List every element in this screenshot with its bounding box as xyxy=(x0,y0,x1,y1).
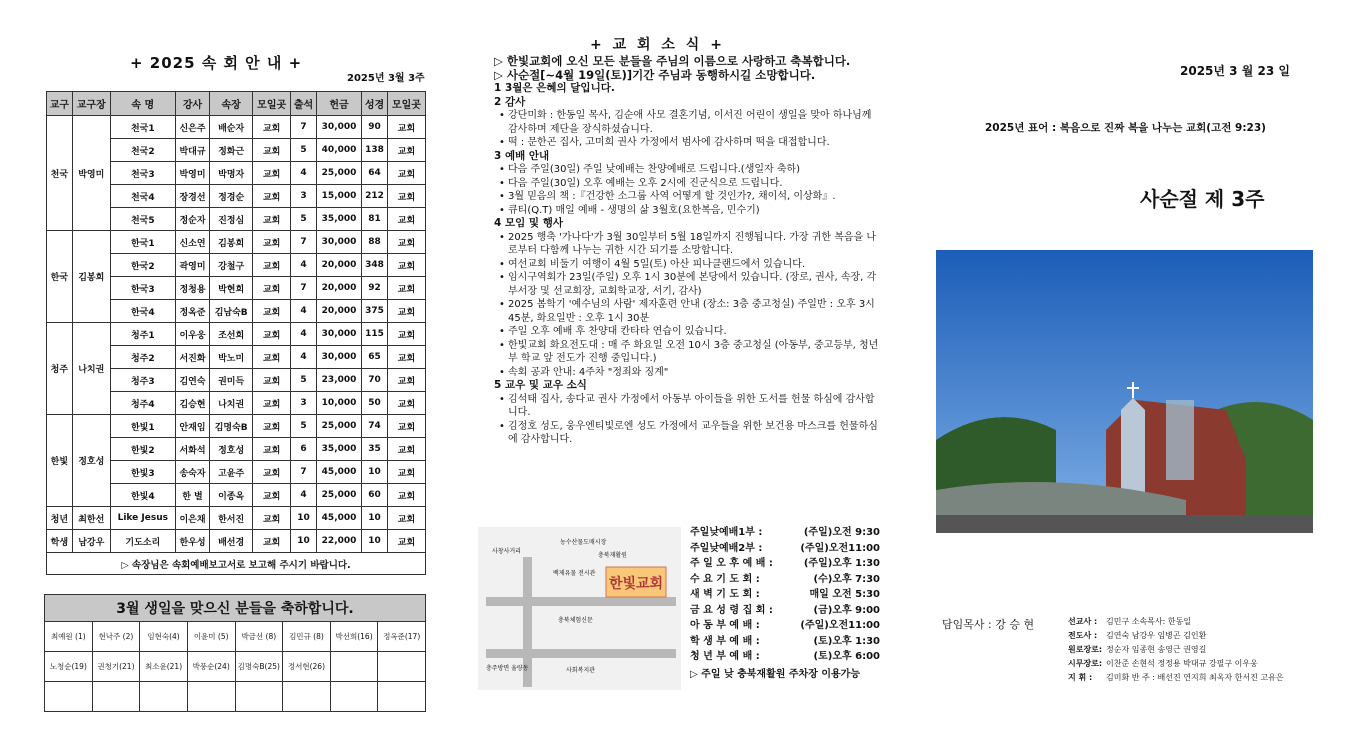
table-cell: 20,000 xyxy=(316,300,361,323)
table-cell: 박현희 xyxy=(210,277,253,300)
map-label-market: 농수산물도매시장 xyxy=(560,539,607,546)
birthday-cell: 박풍순(24) xyxy=(187,652,235,682)
intro-lent: ▷ 사순절[~4월 19일(토)]기간 주님과 동행하시길 소망합니다. xyxy=(494,67,816,82)
table-cell: 15,000 xyxy=(316,185,361,208)
table-cell: 64 xyxy=(362,162,388,185)
senior-pastor: 담임목사 : 강 승 현 xyxy=(942,618,1035,631)
map-label-direction: 충주방면 율량동 xyxy=(486,665,529,672)
table-cell: 청주1 xyxy=(110,323,175,346)
table-cell: 이은채 xyxy=(175,507,209,530)
table-cell: 50 xyxy=(362,392,388,415)
table-cell: 배순자 xyxy=(210,116,253,139)
table-cell: 10 xyxy=(362,507,388,530)
table-cell: 348 xyxy=(362,254,388,277)
table-cell: 25,000 xyxy=(316,162,361,185)
table-cell: 권미득 xyxy=(210,369,253,392)
table-cell: 교회 xyxy=(253,438,291,461)
map-church-label: 한빛교회 xyxy=(608,576,664,592)
birthday-row xyxy=(45,622,426,652)
table-cell: 곽영미 xyxy=(175,254,209,277)
table-cell: 서진화 xyxy=(175,346,209,369)
birthday-cell xyxy=(330,652,378,682)
church-photo xyxy=(936,250,1313,533)
table-cell: 4 xyxy=(291,323,317,346)
report-note: ▷ 속장님은 속회예배보고서로 보고해 주시기 바랍니다. xyxy=(47,553,426,575)
table-cell: 한빛1 xyxy=(110,415,175,438)
table-cell: 4 xyxy=(291,162,317,185)
birthday-cell: 최예원 (1) xyxy=(45,622,93,652)
birthday-cell xyxy=(187,682,235,712)
staff-row xyxy=(1068,643,1284,657)
table-cell: 115 xyxy=(362,323,388,346)
table-cell: 교회 xyxy=(253,300,291,323)
table-cell: 고윤주 xyxy=(210,461,253,484)
table-cell: 45,000 xyxy=(316,507,361,530)
table-cell: 교회 xyxy=(253,116,291,139)
table-row xyxy=(47,530,426,553)
table-cell: 박영미 xyxy=(175,162,209,185)
table-cell: 10,000 xyxy=(316,392,361,415)
table-cell: 35,000 xyxy=(316,438,361,461)
map-label-newspaper: 충북체험신문 xyxy=(558,617,593,624)
lent-week: 사순절 제 3주 xyxy=(1140,187,1265,211)
birthday-row xyxy=(45,652,426,682)
birthday-cell: 정옥준(17) xyxy=(378,622,426,652)
table-cell: 교회 xyxy=(387,461,425,484)
table-cell: 신은주 xyxy=(175,116,209,139)
column-header: 강사 xyxy=(175,92,209,116)
news-item: • 강단미화 : 한동일 목사, 김순애 사모 결혼기념, 이서진 어린이 생일을 맞아 하나님께 감사하며 제단을 장식하셨습니다. xyxy=(494,109,884,136)
table-cell: 한빛2 xyxy=(110,438,175,461)
table-cell: 강철구 xyxy=(210,254,253,277)
table-cell: 92 xyxy=(362,277,388,300)
table-cell: 88 xyxy=(362,231,388,254)
table-cell: 한서진 xyxy=(210,507,253,530)
birthday-cell: 임현숙(4) xyxy=(140,622,188,652)
table-cell: 교회 xyxy=(253,530,291,553)
table-cell: 20,000 xyxy=(316,254,361,277)
table-cell: 청주4 xyxy=(110,392,175,415)
map-label-museum: 백제유물 전시관 xyxy=(553,570,596,577)
news-item: • 김정호 성도, 웅우엔티빛로엔 성도 가정에서 교우들을 위한 보건용 마스크를 헌물하심에 감사합니다. xyxy=(494,420,884,447)
column-header: 모일곳 xyxy=(253,92,291,116)
table-cell: 3 xyxy=(291,392,317,415)
table-cell: 교회 xyxy=(387,116,425,139)
table-cell: 한국2 xyxy=(110,254,175,277)
schedule-time: (주일)오전11:00 xyxy=(800,620,880,631)
table-cell: 25,000 xyxy=(316,484,361,507)
table-cell: 교회 xyxy=(387,139,425,162)
table-cell: 이우웅 xyxy=(175,323,209,346)
birthday-cell: 정서현(26) xyxy=(283,652,331,682)
table-cell: 최한선 xyxy=(72,507,110,530)
staff-label: 전도사 : xyxy=(1068,631,1098,640)
birthday-cell xyxy=(378,652,426,682)
table-row xyxy=(47,507,426,530)
table-cell: 교회 xyxy=(387,438,425,461)
news-item: • 김석태 집사, 송다교 권사 가정에서 아동부 아이들을 위한 도서를 헌물 하심에 감사합니다. xyxy=(494,393,884,420)
table-cell: 박명자 xyxy=(210,162,253,185)
staff-names: 김미화 반 주 : 배선진 연지희 최옥자 한서진 고유은 xyxy=(1106,673,1284,682)
column-header: 교구장 xyxy=(72,92,110,116)
table-cell: 90 xyxy=(362,116,388,139)
schedule-time: (토)오후 6:00 xyxy=(813,651,880,662)
cell-group-date: 2025년 3월 3주 xyxy=(347,73,425,84)
table-cell: 45,000 xyxy=(316,461,361,484)
table-cell: 한국1 xyxy=(110,231,175,254)
news-body xyxy=(494,55,884,447)
schedule-name: 학 생 부 예 배 : xyxy=(690,635,760,647)
news-item: • 다음 주일(30일) 오후 예배는 오후 2시에 진군식으로 드립니다. xyxy=(494,177,884,191)
section-5: 5 교우 및 교우 소식 xyxy=(494,379,587,391)
birthday-cell xyxy=(330,682,378,712)
table-cell: 교회 xyxy=(253,139,291,162)
staff-row xyxy=(1068,657,1284,671)
schedule-time: (주일)오전11:00 xyxy=(800,542,880,554)
table-cell: 한 별 xyxy=(175,484,209,507)
district-leader-cell: 나치권 xyxy=(72,323,110,415)
table-cell: 교회 xyxy=(253,484,291,507)
column-header: 헌금 xyxy=(316,92,361,116)
table-cell: 정순자 xyxy=(175,208,209,231)
table-cell: 22,000 xyxy=(316,530,361,553)
table-cell: 30,000 xyxy=(316,116,361,139)
worship-schedule xyxy=(690,525,880,682)
table-cell: 한빛3 xyxy=(110,461,175,484)
birthday-cell xyxy=(92,682,140,712)
table-cell: 교회 xyxy=(387,185,425,208)
column-header: 출석 xyxy=(291,92,317,116)
birthday-cell: 노청순(19) xyxy=(45,652,93,682)
table-cell: 천국5 xyxy=(110,208,175,231)
news-item: • 속회 공과 안내: 4주차 "정죄와 징계" xyxy=(494,366,884,380)
table-cell: 교회 xyxy=(387,369,425,392)
table-cell: 송숙자 xyxy=(175,461,209,484)
birthday-cell: 김민규 (8) xyxy=(283,622,331,652)
table-cell: 25,000 xyxy=(316,415,361,438)
table-cell: 김명숙B xyxy=(210,415,253,438)
birthday-table xyxy=(44,594,426,712)
news-item: • 떡 : 문한곤 집사, 고미희 권사 가정에서 범사에 감사하며 떡을 대접합니다. xyxy=(494,136,884,150)
table-cell: 7 xyxy=(291,231,317,254)
table-cell: 남강우 xyxy=(72,530,110,553)
table-cell: 교회 xyxy=(387,323,425,346)
staff-names: 김민구 소속목사: 한동일 xyxy=(1106,617,1192,626)
section-1: 1 3월은 은혜의 달입니다. xyxy=(494,82,615,94)
table-cell: 한빛4 xyxy=(110,484,175,507)
table-cell: 청주2 xyxy=(110,346,175,369)
birthday-cell xyxy=(140,682,188,712)
table-row xyxy=(47,231,426,254)
staff-names: 정순자 임종현 송영근 권영길 xyxy=(1106,645,1207,654)
table-cell: 30,000 xyxy=(316,323,361,346)
district-leader-cell: 박영미 xyxy=(72,116,110,231)
news-item: • 임시구역회가 23일(주일) 오후 1시 30분에 본당에서 있습니다. (장로, 권사, 속장, 각 부서장 및 선교회장, 교회학교장, 서기, 감사) xyxy=(494,271,884,298)
church-map xyxy=(478,527,681,690)
table-cell: 5 xyxy=(291,415,317,438)
schedule-name: 금 요 성 령 집 회 : xyxy=(690,604,773,616)
district-cell: 한빛 xyxy=(47,415,73,507)
table-cell: 4 xyxy=(291,484,317,507)
schedule-time: (금)오후 9:00 xyxy=(813,604,880,616)
table-cell: 212 xyxy=(362,185,388,208)
parking-note: ▷ 주일 낮 충북재활원 주차장 이용가능 xyxy=(690,668,860,680)
table-cell: 4 xyxy=(291,300,317,323)
table-cell: 교회 xyxy=(387,530,425,553)
note-row xyxy=(47,553,426,575)
table-cell: 청년 xyxy=(47,507,73,530)
table-cell: 교회 xyxy=(387,162,425,185)
birthday-cell: 김명숙B(25) xyxy=(235,652,283,682)
schedule-row xyxy=(690,556,880,572)
birthday-cell: 박금선 (8) xyxy=(235,622,283,652)
table-cell: 10 xyxy=(291,507,317,530)
table-cell: 교회 xyxy=(387,507,425,530)
table-cell: 10 xyxy=(362,530,388,553)
staff-row xyxy=(1068,671,1284,685)
table-row xyxy=(47,323,426,346)
table-cell: 청주3 xyxy=(110,369,175,392)
schedule-row xyxy=(690,618,880,634)
birthday-cell: 이윤미 (5) xyxy=(187,622,235,652)
news-item: • 2025 봄학기 '예수님의 사람' 제자훈련 안내 (장소: 3층 중고청실) 주일반 : 오후 3시 45분, 화요일반 : 오후 1시 30분 xyxy=(494,298,884,325)
bulletin-date: 2025년 3 월 23 일 xyxy=(1180,64,1290,78)
table-cell: 김남숙B xyxy=(210,300,253,323)
table-cell: 진정심 xyxy=(210,208,253,231)
table-cell: 81 xyxy=(362,208,388,231)
table-cell: 7 xyxy=(291,461,317,484)
map-label-rehab: 충북재활원 xyxy=(598,552,627,559)
news-item: • 주일 오후 예배 후 찬양대 칸타타 연습이 있습니다. xyxy=(494,325,884,339)
table-cell: 정옥준 xyxy=(175,300,209,323)
table-cell: 천국3 xyxy=(110,162,175,185)
table-cell: 4 xyxy=(291,254,317,277)
table-cell: 교회 xyxy=(253,254,291,277)
district-leader-cell: 김봉희 xyxy=(72,231,110,323)
birthday-cell xyxy=(45,682,93,712)
table-cell: 김승현 xyxy=(175,392,209,415)
column-header: 교구 xyxy=(47,92,73,116)
table-cell: 3 xyxy=(291,185,317,208)
table-cell: 정경순 xyxy=(210,185,253,208)
staff-names: 이찬준 손현석 정정용 박대규 강필구 이우웅 xyxy=(1106,659,1258,668)
table-cell: 교회 xyxy=(253,162,291,185)
table-cell: 김연숙 xyxy=(175,369,209,392)
schedule-row xyxy=(690,541,880,557)
table-cell: 기도소리 xyxy=(110,530,175,553)
map-label-welfare: 사회복지관 xyxy=(566,667,595,674)
staff-label: 선교사 : xyxy=(1068,617,1098,626)
schedule-name: 아 동 부 예 배 : xyxy=(690,620,760,631)
schedule-row xyxy=(690,587,880,603)
column-header: 모일곳 xyxy=(387,92,425,116)
table-cell: 교회 xyxy=(253,392,291,415)
intro-welcome: ▷ 한빛교회에 오신 모든 분들을 주님의 이름으로 사랑하고 축복합니다. xyxy=(494,54,851,68)
table-cell: 교회 xyxy=(253,346,291,369)
table-cell: 천국1 xyxy=(110,116,175,139)
map-label-sachang: 사창사거리 xyxy=(492,548,521,555)
district-cell: 한국 xyxy=(47,231,73,323)
table-cell: 한우성 xyxy=(175,530,209,553)
schedule-name: 주 일 오 후 예 배 : xyxy=(690,558,773,569)
table-cell: 천국2 xyxy=(110,139,175,162)
table-cell: 교회 xyxy=(253,507,291,530)
table-cell: 70 xyxy=(362,369,388,392)
table-cell: 375 xyxy=(362,300,388,323)
schedule-name: 주일낮예배2부 : xyxy=(690,542,763,554)
schedule-time: 매일 오전 5:30 xyxy=(809,589,880,600)
table-cell: 김봉희 xyxy=(210,231,253,254)
table-cell: 교회 xyxy=(253,185,291,208)
table-cell: 교회 xyxy=(387,277,425,300)
table-cell: 교회 xyxy=(387,254,425,277)
district-leader-cell: 정호성 xyxy=(72,415,110,507)
table-cell: 교회 xyxy=(253,461,291,484)
schedule-name: 새 벽 기 도 회 : xyxy=(690,589,760,600)
schedule-name: 청 년 부 예 배 : xyxy=(690,651,760,662)
table-cell: 교회 xyxy=(253,415,291,438)
schedule-time: (토)오후 1:30 xyxy=(813,635,880,647)
birthday-cell xyxy=(235,682,283,712)
table-cell: 서화석 xyxy=(175,438,209,461)
table-cell: 7 xyxy=(291,116,317,139)
table-cell: 천국4 xyxy=(110,185,175,208)
staff-label: 원로장로: xyxy=(1068,645,1103,654)
table-cell: 이종옥 xyxy=(210,484,253,507)
table-cell: 35 xyxy=(362,438,388,461)
news-title: + 교 회 소 식 + xyxy=(590,37,725,53)
table-cell: 교회 xyxy=(387,208,425,231)
table-cell: 신소연 xyxy=(175,231,209,254)
staff-label: 지 휘 : xyxy=(1068,673,1093,682)
table-cell: 65 xyxy=(362,346,388,369)
news-item: • 다음 주일(30일) 주일 낮예배는 찬양예배로 드립니다.(생일자 축하) xyxy=(494,163,884,177)
birthday-cell: 박선희(16) xyxy=(330,622,378,652)
table-cell: 정호성 xyxy=(210,438,253,461)
news-item: • 큐티(Q.T) 매일 예배 - 생명의 삶 3월호(요한복음, 민수기) xyxy=(494,204,884,218)
cell-group-table xyxy=(46,91,426,575)
table-cell: 교회 xyxy=(253,323,291,346)
table-cell: 박대규 xyxy=(175,139,209,162)
table-cell: 조선희 xyxy=(210,323,253,346)
birthday-row xyxy=(45,682,426,712)
schedule-row xyxy=(690,525,880,541)
district-cell: 청주 xyxy=(47,323,73,415)
table-cell: 교회 xyxy=(387,415,425,438)
table-cell: 교회 xyxy=(387,300,425,323)
section-2: 2 감사 xyxy=(494,95,526,108)
table-cell: 23,000 xyxy=(316,369,361,392)
table-cell: 나치권 xyxy=(210,392,253,415)
table-cell: 138 xyxy=(362,139,388,162)
table-cell: 10 xyxy=(291,530,317,553)
table-cell: 30,000 xyxy=(316,231,361,254)
birthday-cell xyxy=(283,682,331,712)
table-cell: 6 xyxy=(291,438,317,461)
news-item: • 2025 행축 '가나다'가 3월 30일부터 5월 18일까지 진행됩니다. 가장 귀한 복음을 나로부터 다함께 나누는 귀한 시간 되기를 소망합니다. xyxy=(494,231,884,258)
table-cell: 74 xyxy=(362,415,388,438)
section-4: 4 모임 및 행사 xyxy=(494,217,563,229)
birthday-cell xyxy=(378,682,426,712)
news-item: • 한빛교회 화요전도대 : 매 주 화요일 오전 10시 3층 중고청실 (아동부, 중고등부, 청년부 학교 앞 전도가 진행 중입니다.) xyxy=(494,339,884,366)
table-cell: 60 xyxy=(362,484,388,507)
schedule-name: 수 요 기 도 회 : xyxy=(690,573,760,585)
table-cell: 5 xyxy=(291,208,317,231)
table-cell: 교회 xyxy=(387,231,425,254)
cell-group-title: + 2025 속 회 안 내 + xyxy=(130,54,303,72)
table-cell: 4 xyxy=(291,346,317,369)
table-row xyxy=(47,415,426,438)
table-cell: 박노미 xyxy=(210,346,253,369)
birthday-title: 3월 생일을 맞으신 분들을 축하합니다. xyxy=(45,595,426,622)
table-cell: 교회 xyxy=(387,484,425,507)
column-header: 속 명 xyxy=(110,92,175,116)
table-cell: 교회 xyxy=(253,277,291,300)
schedule-row xyxy=(690,603,880,619)
table-row xyxy=(47,116,426,139)
schedule-time: (수)오후 7:30 xyxy=(813,573,880,585)
table-cell: 5 xyxy=(291,139,317,162)
table-cell: 10 xyxy=(362,461,388,484)
table-cell: 교회 xyxy=(387,392,425,415)
column-header: 성경 xyxy=(362,92,388,116)
schedule-row xyxy=(690,634,880,650)
table-cell: 학생 xyxy=(47,530,73,553)
news-item: • 여선교회 비둘기 여행이 4월 5일(토) 아산 피나클랜드에서 있습니다. xyxy=(494,258,884,272)
table-cell: 한국4 xyxy=(110,300,175,323)
table-cell: 안재임 xyxy=(175,415,209,438)
table-cell: 교회 xyxy=(253,208,291,231)
district-cell: 천국 xyxy=(47,116,73,231)
staff-row xyxy=(1068,629,1284,643)
schedule-row xyxy=(690,649,880,665)
schedule-row xyxy=(690,572,880,588)
section-3: 3 예배 안내 xyxy=(494,149,550,162)
table-cell: 35,000 xyxy=(316,208,361,231)
birthday-cell: 현낙주 (2) xyxy=(92,622,140,652)
table-cell: 장경선 xyxy=(175,185,209,208)
table-cell: Like Jesus xyxy=(110,507,175,530)
table-cell: 정청용 xyxy=(175,277,209,300)
staff-label: 시무장로: xyxy=(1068,659,1103,668)
table-cell: 교회 xyxy=(387,346,425,369)
church-motto: 2025년 표어 : 복음으로 진짜 복을 나누는 교회(고전 9:23) xyxy=(985,122,1266,134)
schedule-time: (주일)오전 9:30 xyxy=(803,527,880,538)
table-cell: 7 xyxy=(291,277,317,300)
table-cell: 5 xyxy=(291,369,317,392)
news-item: • 3월 믿음의 책 :『건강한 소그룹 사역 어떻게 할 것인가?, 채이석, 이상화』. xyxy=(494,190,884,204)
table-cell: 40,000 xyxy=(316,139,361,162)
table-cell: 20,000 xyxy=(316,277,361,300)
table-cell: 정화근 xyxy=(210,139,253,162)
staff-row xyxy=(1068,615,1284,629)
table-cell: 30,000 xyxy=(316,346,361,369)
schedule-time: (주일)오후 1:30 xyxy=(803,558,880,569)
table-cell: 한국3 xyxy=(110,277,175,300)
staff-list xyxy=(1068,615,1284,685)
column-header: 속장 xyxy=(210,92,253,116)
table-cell: 교회 xyxy=(253,369,291,392)
table-cell: 배선경 xyxy=(210,530,253,553)
staff-names: 김연숙 남강우 임병곤 김인환 xyxy=(1106,631,1207,640)
birthday-cell: 최소윤(21) xyxy=(140,652,188,682)
birthday-cell: 권청기(21) xyxy=(92,652,140,682)
schedule-name: 주일낮예배1부 : xyxy=(690,527,763,538)
table-cell: 교회 xyxy=(253,231,291,254)
